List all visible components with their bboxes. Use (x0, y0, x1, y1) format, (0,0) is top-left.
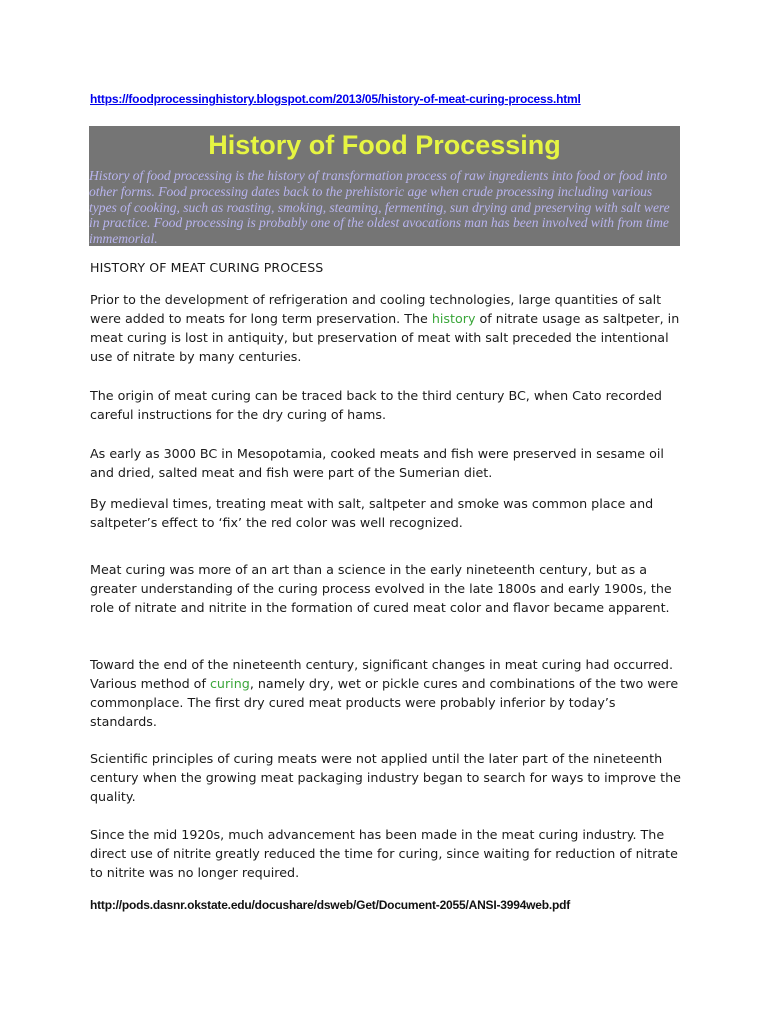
paragraph-1-text-a: Prior to the development of refrigeration and cooling technologies, large quantities of salt were added to meats for long term preservation. The (90, 292, 662, 326)
section-heading: HISTORY OF MEAT CURING PROCESS (90, 260, 324, 275)
paragraph-1 (90, 290, 682, 366)
curing-keyword-link[interactable]: curing (209, 676, 250, 691)
paragraph-6-text-a: Toward the end of the nineteenth century, significant changes in meat curing had occurred. Various method of (90, 657, 674, 691)
paragraph-6-text-b: , namely dry, wet or pickle cures and combinations of the two were commonplace. The first dry cured meat products were probably inferior by today’s standards. (90, 676, 679, 729)
paragraph-1-text-b: of nitrate usage as saltpeter, in meat curing is lost in antiquity, but preservation of meat with salt preceded the intentional use of nitrate by many centuries. (90, 311, 680, 364)
history-banner (89, 126, 680, 246)
source-link-top[interactable]: https://foodprocessinghistory.blogspot.com/2013/05/history-of-meat-curing-process.html (90, 92, 581, 106)
banner-title: History of Food Processing (208, 130, 561, 160)
paragraph-4: By medieval times, treating meat with salt, saltpeter and smoke was common place and saltpeter’s effect to ‘fix’ the red color was well recognized. (90, 496, 654, 530)
paragraph-3: As early as 3000 BC in Mesopotamia, cooked meats and fish were preserved in sesame oil and dried, salted meat and fish were part of the Sumerian diet. (90, 446, 664, 480)
source-link-bottom[interactable]: http://pods.dasnr.okstate.edu/docushare/dsweb/Get/Document-2055/ANSI-3994web.pdf (90, 898, 571, 912)
history-keyword-link[interactable]: history (431, 311, 476, 326)
document-page (89, 92, 682, 912)
paragraph-7: Scientific principles of curing meats were not applied until the later part of the nineteenth century when the growing meat packaging industry began to search for ways to improve the quality. (90, 751, 681, 804)
paragraph-6 (90, 655, 682, 731)
paragraph-5: Meat curing was more of an art than a science in the early nineteenth century, but as a greater understanding of the curing process evolved in the late 1800s and early 1900s, the role of nitrate and nitrite in the formation of cured meat color and flavor became apparent. (90, 562, 672, 615)
paragraph-2: The origin of meat curing can be traced back to the third century BC, when Cato recorded careful instructions for the dry curing of hams. (90, 388, 662, 422)
paragraph-8: Since the mid 1920s, much advancement has been made in the meat curing industry. The direct use of nitrite greatly reduced the time for curing, since waiting for reduction of nitrate to nitrite was no longer required. (90, 827, 678, 880)
banner-text: History of food processing is the history of transformation process of raw ingredients into food or food into other forms. Food processing dates back to the prehistoric age when crude processing including various types of cooking, such as roasting, smoking, steaming, fermenting, sun drying and preserving with salt were in practice. Food processing is probably one of the oldest avocations man has been involved with from time immemorial. (89, 168, 670, 247)
